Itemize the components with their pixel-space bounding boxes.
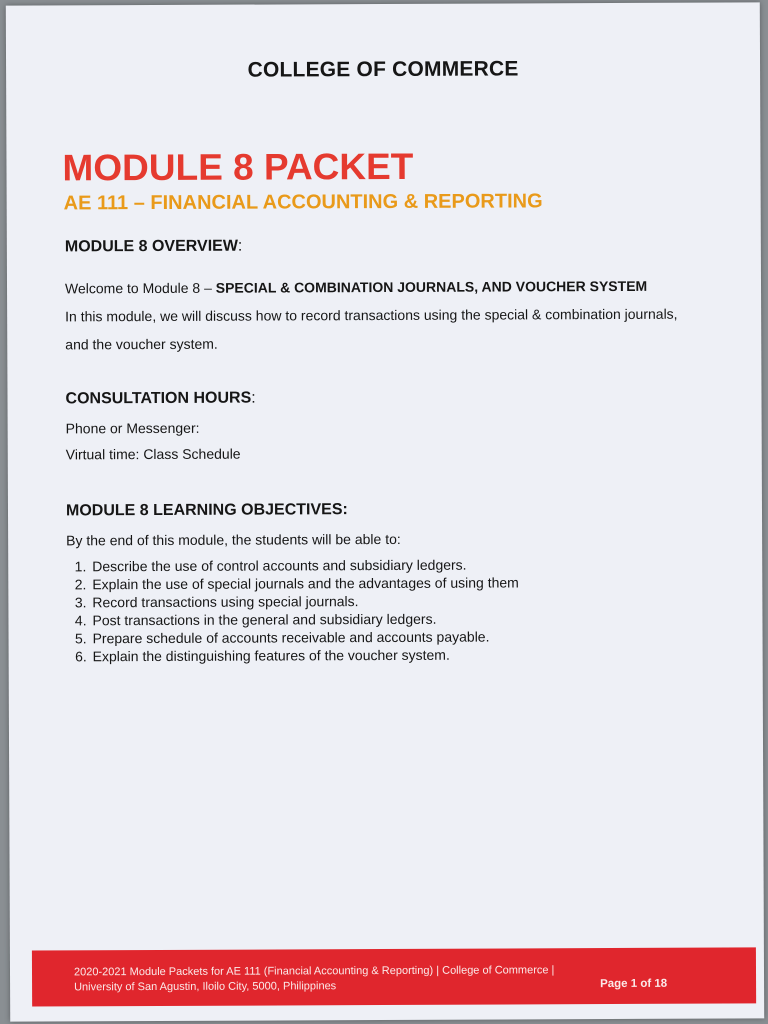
objective-item: 3. Record transactions using special journals. (90, 591, 519, 611)
objectives-intro: By the end of this module, the students will be able to: (66, 530, 401, 549)
page-number: Page 1 of 18 (600, 977, 668, 991)
objective-item: 2. Explain the use of special journals and the advantages of using them (90, 573, 519, 593)
overview-heading-colon: : (237, 237, 243, 255)
overview-body-line2: and the voucher system. (65, 335, 218, 353)
college-header: COLLEGE OF COMMERCE (247, 57, 519, 82)
welcome-prefix: Welcome to Module 8 – (64, 279, 216, 297)
consultation-virtual: Virtual time: Class Schedule (65, 445, 241, 463)
module-title: MODULE 8 PACKET (62, 145, 414, 189)
objective-item: 5. Prepare schedule of accounts receivable and accounts payable. (91, 627, 520, 647)
consultation-heading-colon: : (251, 389, 256, 407)
footer-bar (32, 947, 756, 1006)
objective-item: 1. Describe the use of control accounts and subsidiary ledgers. (90, 555, 519, 575)
welcome-topic: SPECIAL & COMBINATION JOURNALS, AND VOUCHER SYSTEM (215, 277, 648, 296)
consultation-heading-text: CONSULTATION HOURS (65, 389, 252, 408)
objective-item: 4. Post transactions in the general and subsidiary ledgers. (90, 609, 519, 629)
consultation-phone: Phone or Messenger: (65, 419, 200, 437)
document-page (6, 2, 764, 1021)
course-title: AE 111 – FINANCIAL ACCOUNTING & REPORTING (63, 190, 543, 215)
overview-body-line1: In this module, we will discuss how to record transactions using the special & combination journals, (65, 305, 678, 325)
overview-heading (65, 238, 243, 257)
footer-line2: University of San Agustin, Iloilo City, 5000, Philippines (74, 980, 337, 994)
overview-heading-text: MODULE 8 OVERVIEW (64, 237, 238, 256)
footer-line1: 2020-2021 Module Packets for AE 111 (Financial Accounting & Reporting) | College of Commerce | (73, 964, 555, 979)
objectives-heading: MODULE 8 LEARNING OBJECTIVES: (65, 501, 348, 520)
objectives-list (66, 555, 519, 665)
objective-item: 6. Explain the distinguishing features of the voucher system. (91, 645, 520, 665)
consultation-heading (65, 390, 255, 409)
